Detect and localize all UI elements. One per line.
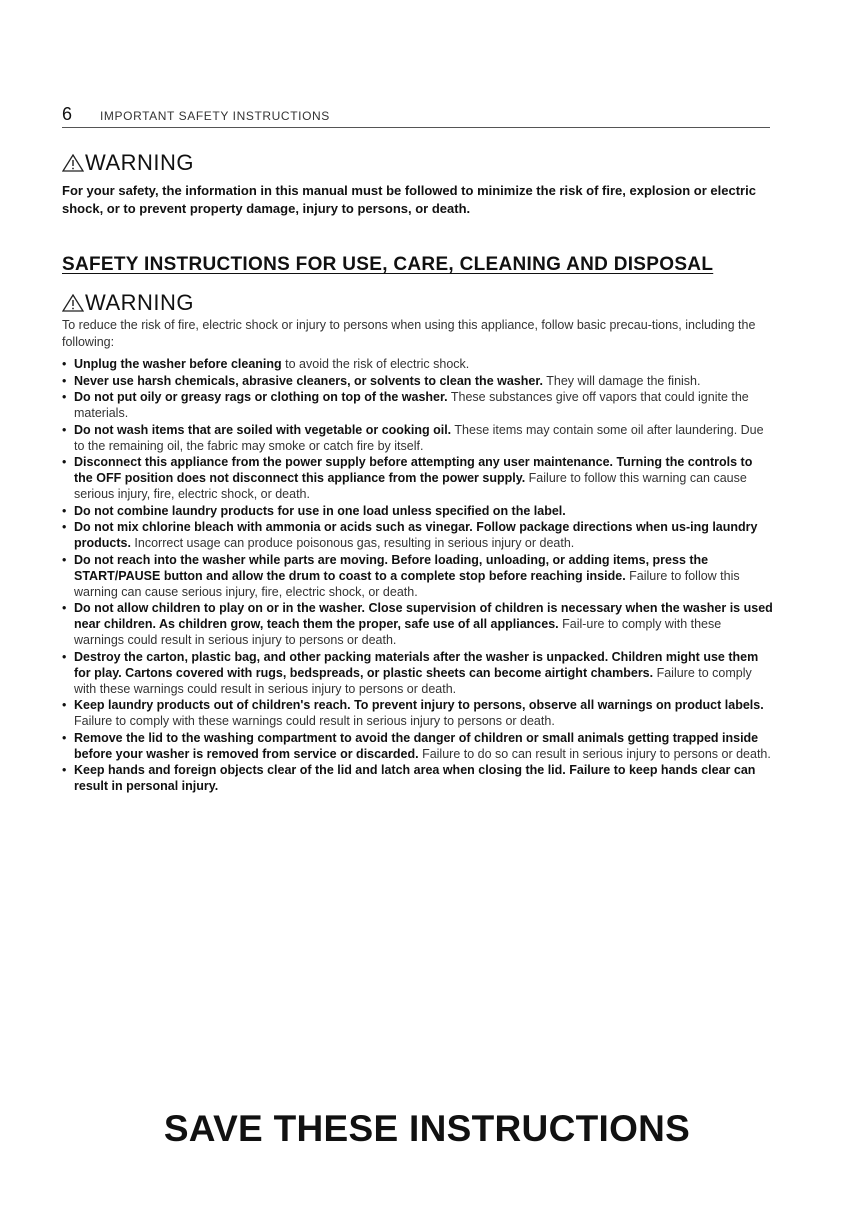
warning-title-2: WARNING [85,290,195,315]
list-item [62,600,774,648]
page-header [62,104,770,128]
warning-text-1: For your safety, the information in this manual must be followed to minimize the risk of fire, explosion or electric shock, or to prevent property damage, injury to persons, or death. [62,183,756,216]
list-item-bold: Keep hands and foreign objects clear of the lid and latch area when closing the lid. Failure to keep hands clear can result in personal injury. [74,763,756,793]
list-item-bold: Never use harsh chemicals, abrasive cleaners, or solvents to clean the washer. [74,373,543,388]
warning-title-1: WARNING [85,150,195,175]
list-item-text: to avoid the risk of electric shock. [281,357,470,371]
list-item [62,519,774,551]
bullet-icon: • [62,503,67,518]
list-item [62,762,774,794]
header-title: IMPORTANT SAFETY INSTRUCTIONS [100,109,330,123]
bullet-icon: • [62,730,67,745]
list-item-text: Fail-ure to comply with these warnings could result in serious injury to persons or death. [74,617,722,647]
bullet-icon: • [62,649,67,664]
list-item-bold: Disconnect this appliance from the power supply before attempting any user maintenance. Turning the controls to the OFF position does not disconnect this appliance from the power supply. [74,455,753,485]
warning-triangle-icon [62,154,84,172]
bullet-icon: • [62,373,67,388]
bullet-icon: • [62,601,67,615]
list-item-text: Failure to do so can result in serious injury to persons or death. [418,746,771,761]
list-item-bold: Do not allow children to play on or in the washer. Close supervision of children is necessary when the washer is used near children. As children grow, teach them the proper, safe use of all appliances. [74,601,773,631]
list-item-text: Failure to follow this warning can cause serious injury, fire, electric shock, or death. [74,568,740,599]
list-item-bold: Keep laundry products out of children's reach. To prevent injury to persons, observe all warnings on product labels. [74,698,764,712]
safety-list [62,356,774,795]
list-item-text: Failure to follow this warning can cause serious injury, fire, electric shock, or death. [74,471,747,501]
warning-heading-1 [62,150,194,176]
page-number: 6 [62,104,73,124]
intro-text: To reduce the risk of fire, electric shock or injury to persons when using this appliance, follow basic precau-tions, including the following: [62,318,756,349]
list-item [62,356,774,372]
section-heading: SAFETY INSTRUCTIONS FOR USE, CARE, CLEANING AND DISPOSAL [62,254,714,275]
list-item [62,649,774,697]
bullet-icon: • [62,763,67,777]
bullet-icon: • [62,520,67,534]
save-instructions-banner: SAVE THESE INSTRUCTIONS [163,1108,691,1149]
list-item [62,730,774,762]
list-item [62,503,774,519]
list-item-bold: Remove the lid to the washing compartment to avoid the danger of children or small animals getting trapped inside before your washer is removed from service or discarded. [74,730,759,761]
bullet-icon: • [62,552,67,567]
list-item-text: They will damage the finish. [542,373,701,388]
list-item [62,389,774,421]
bullet-icon: • [62,422,67,437]
list-item-bold: Do not mix chlorine bleach with ammonia or acids such as vinegar. Follow package directions when us-ing laundry products. [74,520,758,550]
list-item [62,422,774,454]
list-item-text: Incorrect usage can produce poisonous gas, resulting in serious injury or death. [130,536,575,550]
bullet-icon: • [62,357,67,371]
warning-triangle-icon [62,294,84,312]
list-item-bold: Do not put oily or greasy rags or clothing on top of the washer. [74,390,448,404]
warning-heading-2 [62,290,194,316]
bullet-icon: • [62,390,67,404]
list-item-bold: Unplug the washer before cleaning [74,357,282,371]
list-item-bold: Do not combine laundry products for use in one load unless specified on the label. [74,503,566,518]
list-item-bold: Destroy the carton, plastic bag, and other packing materials after the washer is unpacked. Children might use them for play. Cartons covered with rugs, bedspreads, or plastic sheets can become airtight chambers. [74,649,759,680]
list-item-text: These items may contain some oil after laundering. Due to the remaining oil, the fabric may smoke or catch fire by itself. [74,422,764,453]
list-item-text: Failure to comply with these warnings could result in serious injury to persons or death. [74,665,752,696]
bullet-icon: • [62,455,67,469]
list-item-bold: Do not reach into the washer while parts are moving. Before loading, unloading, or adding items, press the START/PAUSE button and allow the drum to coast to a complete stop before reaching inside. [74,552,709,583]
list-item-text: These substances give off vapors that could ignite the materials. [74,390,749,420]
list-item [62,454,774,502]
bullet-icon: • [62,698,67,712]
list-item-text: Failure to comply with these warnings could result in serious injury to persons or death. [74,714,555,728]
list-item [62,373,774,389]
list-item-bold: Do not wash items that are soiled with vegetable or cooking oil. [74,422,452,437]
list-item [62,552,774,600]
list-item [62,697,774,729]
